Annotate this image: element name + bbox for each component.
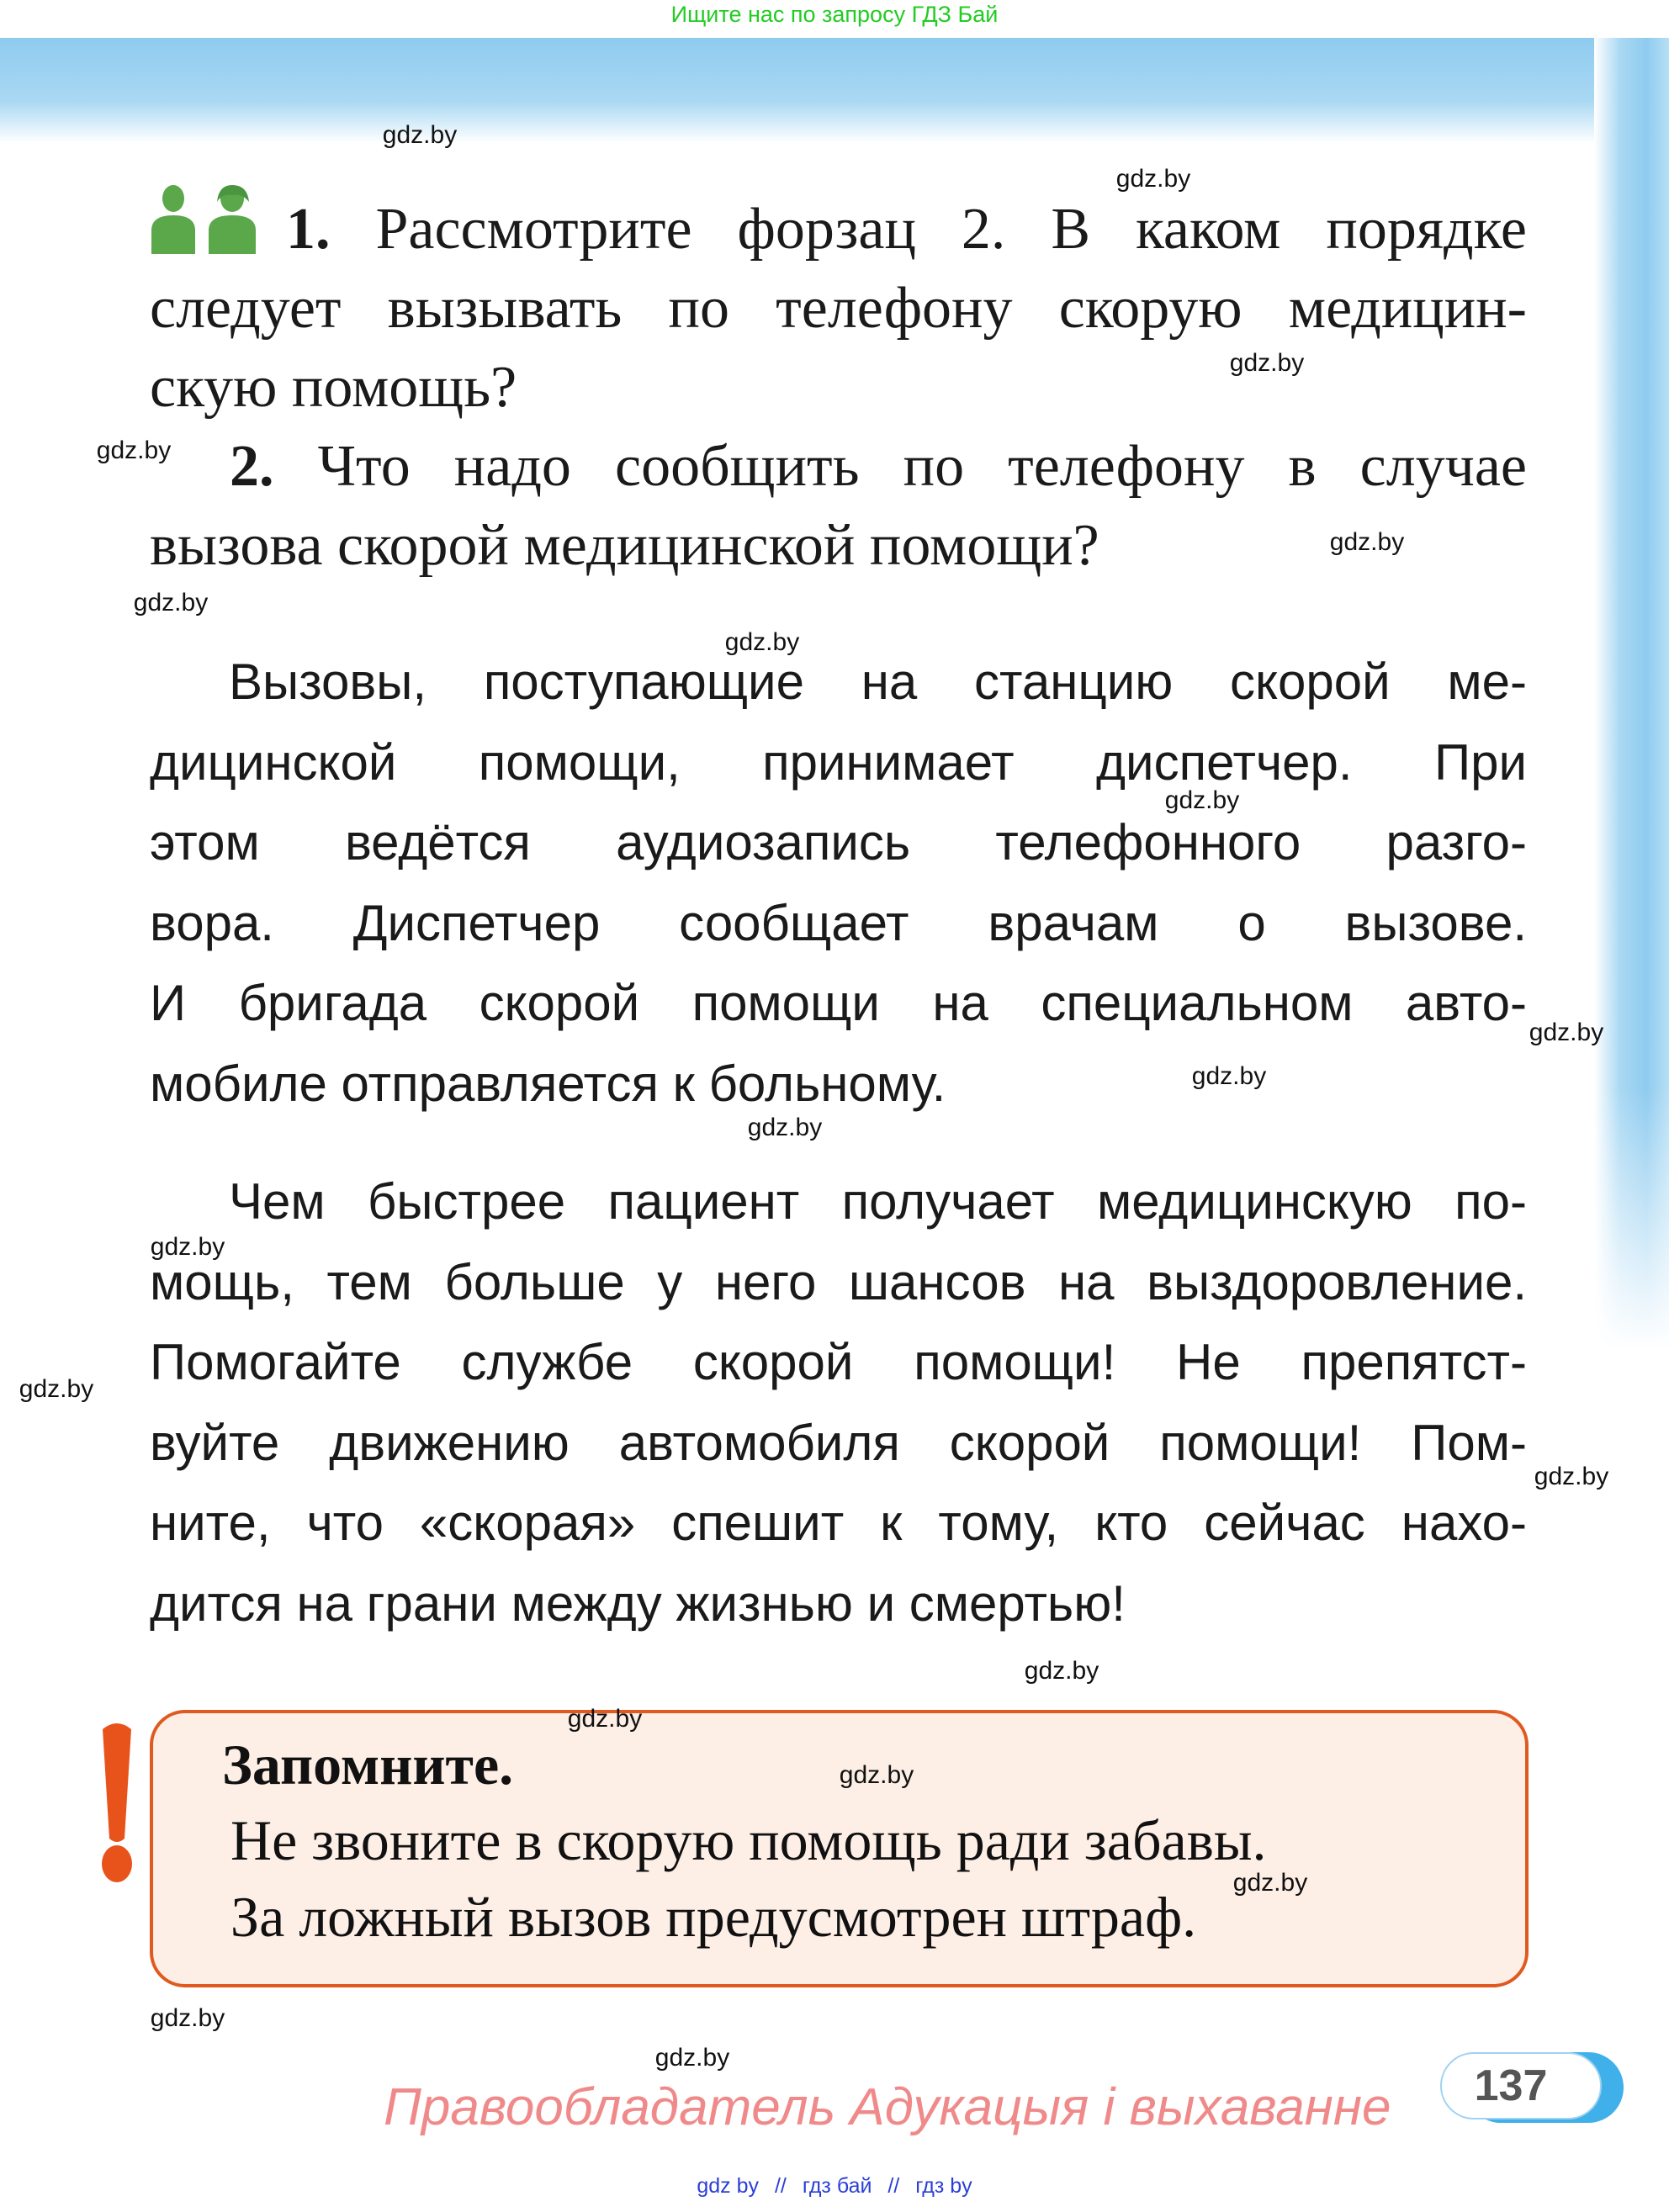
watermark: gdz.by xyxy=(1115,165,1191,193)
separator: // xyxy=(887,2174,900,2198)
text-line: Помогайте службе скорой помощи! Не препятст- xyxy=(150,1334,1527,1390)
watermark: gdz.by xyxy=(567,1705,643,1733)
text-line: вуйте движению автомобиля скорой помощи! Пом- xyxy=(150,1414,1527,1471)
watermark: gdz.by xyxy=(150,2004,225,2032)
text-line: вора. Диспетчер сообщает врачам о вызове. xyxy=(150,894,1527,951)
page-number: 137 xyxy=(1440,2052,1602,2119)
watermark: gdz.by xyxy=(19,1375,94,1403)
text-line: дится на грани между жизнью и смертью! xyxy=(150,1574,1126,1632)
copyright-holder: Правообладатель Адукацыя і выхаванне xyxy=(384,2078,1391,2136)
watermark: gdz.by xyxy=(1164,786,1240,814)
paragraph-help xyxy=(150,1162,1527,1643)
question-line: Рассмотрите форзац 2. В каком порядке xyxy=(375,197,1527,262)
question-number: 1. xyxy=(286,197,331,262)
watermark: gdz.by xyxy=(96,437,172,464)
text-line: Вызовы, поступающие на станцию скорой ме- xyxy=(229,654,1527,710)
text-line: И бригада скорой помощи на специальном авто- xyxy=(150,975,1527,1031)
text-line: дицинской помощи, принимает диспетчер. При xyxy=(150,733,1527,791)
watermark: gdz.by xyxy=(382,121,458,149)
question-line: скую помощь? xyxy=(150,355,517,420)
question-line: вызова скорой медицинской помощи? xyxy=(150,513,1099,578)
link-gdz-bai[interactable]: гдз бай xyxy=(802,2174,872,2198)
question-line: следует вызывать по телефону скорую медицин- xyxy=(150,276,1527,341)
text-line: ните, что «скорая» спешит к тому, кто сейчас нахо- xyxy=(150,1495,1527,1551)
watermark: gdz.by xyxy=(150,1233,225,1261)
footer-links xyxy=(0,2174,1669,2199)
question-2 xyxy=(150,427,1527,585)
page-number-badge xyxy=(1440,2052,1624,2123)
watermark: gdz.by xyxy=(839,1761,914,1789)
question-1 xyxy=(150,190,1527,427)
remember-line: Не звоните в скорую помощь ради забавы. xyxy=(230,1808,1267,1872)
watermark: gdz.by xyxy=(133,589,209,617)
watermark: gdz.by xyxy=(1329,528,1405,556)
watermark: gdz.by xyxy=(1529,1019,1604,1046)
separator: // xyxy=(774,2174,787,2198)
watermark: gdz.by xyxy=(1534,1463,1609,1490)
text-line: мощь, тем больше у него шансов на выздоровление. xyxy=(150,1253,1527,1310)
remember-box xyxy=(150,1710,1529,1987)
decorative-side-border xyxy=(1594,38,1669,1350)
link-gdz-by[interactable]: gdz by xyxy=(697,2174,760,2198)
watermark: gdz.by xyxy=(724,628,800,656)
text-line: мобиле отправляется к больному. xyxy=(150,1055,946,1112)
search-hint: Ищите нас по запросу ГДЗ Бай xyxy=(670,2,999,27)
remember-title: Запомните. xyxy=(222,1733,514,1797)
paragraph-dispatcher xyxy=(150,642,1527,1124)
watermark: gdz.by xyxy=(654,2044,730,2072)
decorative-top-border xyxy=(0,38,1669,143)
watermark: gdz.by xyxy=(1229,349,1305,377)
exclamation-icon xyxy=(94,1721,140,1884)
question-line: Что надо сообщить по телефону в случае xyxy=(317,434,1527,499)
watermark: gdz.by xyxy=(1232,1869,1308,1897)
remember-line: За ложный вызов предусмотрен штраф. xyxy=(230,1885,1197,1949)
watermark: gdz.by xyxy=(1191,1062,1267,1090)
watermark: gdz.by xyxy=(747,1114,823,1141)
link-gdz-by-cyr[interactable]: гдз by xyxy=(915,2174,972,2198)
watermark: gdz.by xyxy=(1024,1657,1099,1685)
text-line: Чем быстрее пациент получает медицинскую по- xyxy=(229,1173,1527,1230)
text-line: этом ведётся аудиозапись телефонного разго- xyxy=(150,814,1527,871)
question-number: 2. xyxy=(230,434,274,499)
